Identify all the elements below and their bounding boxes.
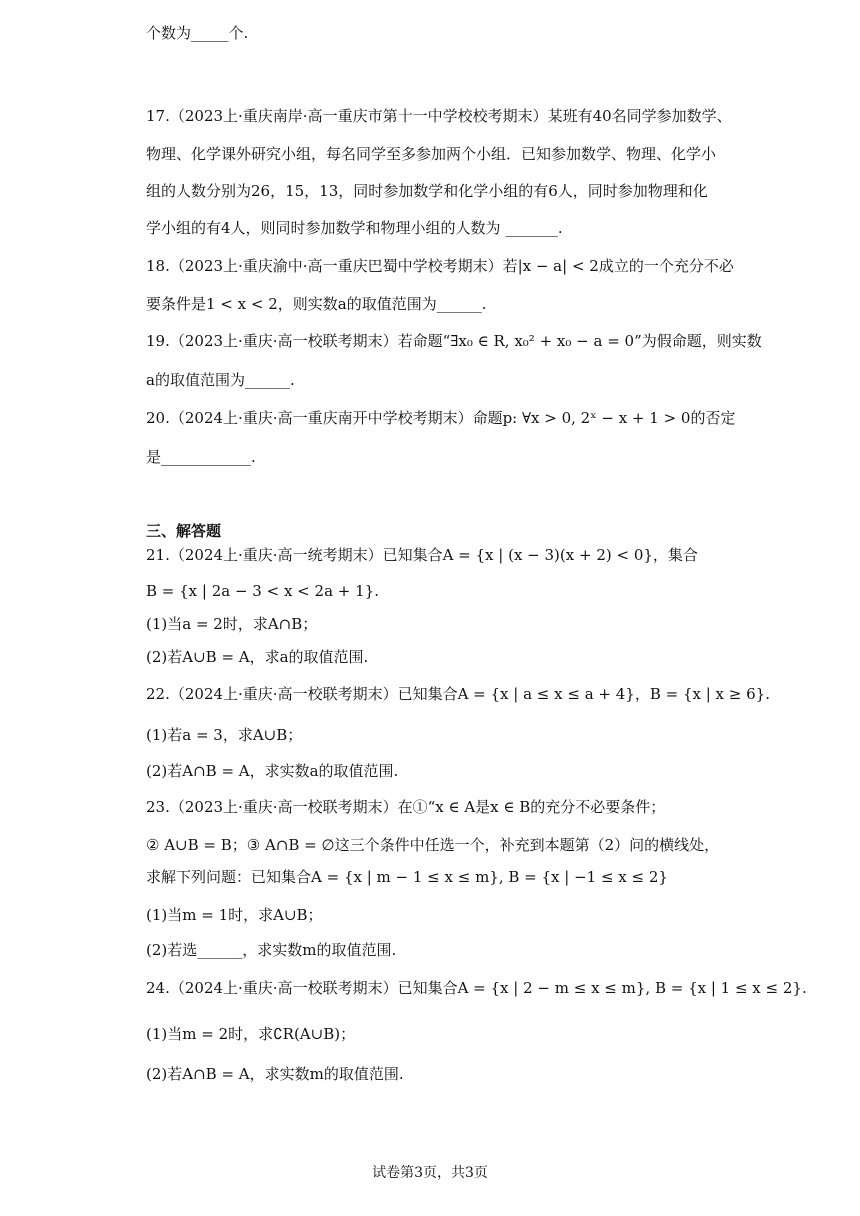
question-23-part-1: (1)当m = 1时，求A∪B； bbox=[146, 906, 323, 924]
question-24-line-1: 24.（2024上·重庆·高一校联考期末）已知集合A = {x | 2 − m ≤ x ≤ m}, B = {x | 1 ≤ x ≤ 2}. bbox=[146, 979, 807, 997]
question-17-line-4: 学小组的有4人，则同时参加数学和物理小组的人数为 _______. bbox=[146, 219, 563, 237]
question-18-line-1: 18.（2023上·重庆渝中·高一重庆巴蜀中学校考期末）若|x − a| < 2成立的一个充分不必 bbox=[146, 257, 734, 275]
question-23-line-1: 23.（2023上·重庆·高一校联考期末）在①“x ∈ A是x ∈ B的充分不必要条件； bbox=[146, 798, 666, 816]
question-22-part-2: (2)若A∩B = A，求实数a的取值范围. bbox=[146, 762, 399, 780]
question-24-part-2: (2)若A∩B = A，求实数m的取值范围. bbox=[146, 1065, 404, 1083]
question-17-line-2: 物理、化学课外研究小组，每名同学至多参加两个小组．已知参加数学、物理、化学小 bbox=[146, 145, 717, 163]
question-19-line-1: 19.（2023上·重庆·高一校联考期末）若命题“∃x₀ ∈ R, x₀² + x₀ − a = 0”为假命题，则实数 bbox=[146, 332, 762, 350]
question-21-line-2: B = {x | 2a − 3 < x < 2a + 1}. bbox=[146, 582, 379, 600]
question-23-line-2: ② A∪B = B；③ A∩B = ∅这三个条件中任选一个，补充到本题第（2）问的横线处， bbox=[146, 836, 720, 854]
question-21-line-1: 21.（2024上·重庆·高一统考期末）已知集合A = {x | (x − 3)(x + 2) < 0}，集合 bbox=[146, 546, 698, 564]
question-21-part-1: (1)当a = 2时，求A∩B； bbox=[146, 615, 318, 633]
page-footer: 试卷第3页，共3页 bbox=[372, 1165, 488, 1181]
question-22-part-1: (1)若a = 3，求A∪B； bbox=[146, 726, 303, 744]
question-18-line-2: 要条件是1 < x < 2，则实数a的取值范围为______. bbox=[146, 295, 487, 313]
section-heading: 三、解答题 bbox=[146, 522, 222, 540]
question-22-line-1: 22.（2024上·重庆·高一校联考期末）已知集合A = {x | a ≤ x ≤ a + 4}，B = {x | x ≥ 6}. bbox=[146, 685, 770, 703]
question-23-part-2: (2)若选______，求实数m的取值范围. bbox=[146, 941, 397, 959]
question-17-line-1: 17.（2023上·重庆南岸·高一重庆市第十一中学校校考期末）某班有40名同学参加数学、 bbox=[146, 107, 732, 125]
question-20-line-1: 20.（2024上·重庆·高一重庆南开中学校考期末）命题p: ∀x > 0, 2ˣ − x + 1 > 0的否定 bbox=[146, 409, 736, 427]
question-17-line-3: 组的人数分别为26，15，13，同时参加数学和化学小组的有6人，同时参加物理和化 bbox=[146, 182, 708, 200]
question-21-part-2: (2)若A∪B = A，求a的取值范围. bbox=[146, 648, 369, 666]
question-23-line-3: 求解下列问题：已知集合A = {x | m − 1 ≤ x ≤ m}, B = {x | −1 ≤ x ≤ 2} bbox=[146, 868, 668, 886]
text-line: 个数为_____个. bbox=[146, 24, 249, 42]
question-24-part-1: (1)当m = 2时，求∁R(A∪B)； bbox=[146, 1025, 356, 1043]
question-20-line-2: 是____________. bbox=[146, 448, 256, 466]
question-19-line-2: a的取值范围为______. bbox=[146, 371, 295, 389]
